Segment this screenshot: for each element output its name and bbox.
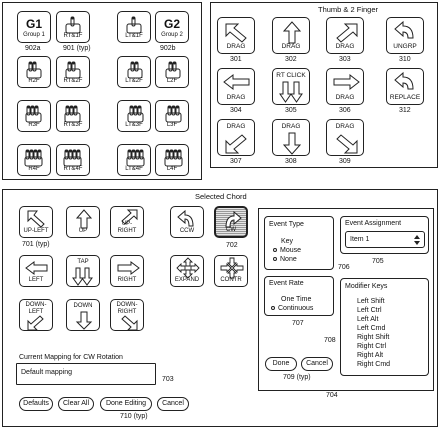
ref-312: 312: [399, 107, 411, 114]
event-assignment-value: Item 1: [350, 236, 370, 243]
r2f-label: R2F: [28, 78, 40, 84]
double-arrow-down-icon: [71, 267, 97, 287]
cw-label: CW: [226, 227, 236, 233]
contract-arrows-icon: [219, 257, 245, 279]
modifier-keys-box: [340, 278, 429, 376]
event-rate-continuous-option[interactable]: [271, 305, 313, 312]
r3f-key[interactable]: [17, 100, 51, 132]
mapping-label: Current Mapping for CW Rotation: [19, 354, 123, 361]
clear-all-button[interactable]: Clear All: [58, 397, 94, 411]
l2f-key[interactable]: [155, 56, 189, 88]
expand-label: EXPAND: [174, 277, 200, 283]
expand-key[interactable]: [170, 255, 204, 287]
lt-2f-label: LT&2F: [125, 78, 143, 84]
ref-301: 301: [230, 56, 242, 63]
contract-label: CONTR: [220, 277, 242, 283]
r4f-label: R4F: [28, 166, 40, 172]
right-label: RIGHT: [117, 277, 137, 283]
ref-303: 303: [339, 56, 351, 63]
expand-arrows-icon: [175, 257, 201, 279]
ref-306: 306: [339, 107, 351, 114]
replace-key[interactable]: [386, 68, 424, 105]
event-assignment-title: Event Assignment: [345, 220, 402, 227]
event-type-key-label: Key: [281, 238, 294, 245]
hand-4-finger-icon: [122, 148, 148, 168]
hand-3-finger-icon: [22, 104, 48, 124]
hand-2-finger-icon: [160, 60, 186, 80]
arrow-up-icon: [277, 20, 307, 44]
modifier-right-shift[interactable]: Right Shift: [357, 334, 390, 341]
ref-705: 705: [372, 258, 384, 265]
group-2-sublabel: Group 2: [161, 32, 183, 38]
right-key[interactable]: [110, 255, 144, 287]
left-label: LEFT: [28, 277, 44, 283]
mapping-field[interactable]: [16, 363, 156, 385]
arrow-up-right-icon: [331, 20, 361, 44]
r3f-label: R3F: [28, 122, 40, 128]
ref-309: 309: [339, 158, 351, 165]
arrow-right-icon: [331, 73, 361, 93]
rt-1f-key[interactable]: [56, 11, 90, 43]
ref-902b: 902b: [160, 45, 176, 52]
right-click-key[interactable]: [272, 68, 310, 105]
hand-2-finger-icon: [122, 60, 148, 80]
lt-1f-key[interactable]: [117, 11, 151, 43]
arrow-down-icon: [277, 131, 307, 155]
event-type-mouse-label: Mouse: [280, 247, 302, 254]
drag-left-key[interactable]: [217, 68, 255, 105]
lt-1f-label: LT&1F: [125, 33, 143, 39]
cancel-bottom-button[interactable]: Cancel: [157, 397, 189, 411]
drag-left-label: DRAG: [226, 94, 246, 101]
drag-down-key[interactable]: [272, 119, 310, 156]
modifier-left-ctrl[interactable]: Left Ctrl: [357, 307, 382, 314]
down-right-label: DOWN- RIGHT: [116, 302, 138, 315]
drag-down-right-key[interactable]: [326, 119, 364, 156]
up-left-label: UP-LEFT: [23, 228, 49, 234]
double-arrow-down-icon: [277, 80, 307, 104]
drag-up-right-key[interactable]: [326, 17, 364, 54]
event-assignment-select[interactable]: [345, 231, 425, 248]
ref-308: 308: [285, 158, 297, 165]
drag-down-right-label: DRAG: [335, 123, 355, 130]
group-1-sublabel: Group 1: [23, 32, 45, 38]
hand-2-finger-icon: [61, 60, 87, 80]
radio-icon: [273, 248, 277, 252]
drag-up-right-label: DRAG: [335, 43, 355, 50]
event-rate-box: [264, 276, 334, 316]
thumb-panel-title: Thumb & 2 Finger: [318, 5, 379, 14]
cancel-button[interactable]: Cancel: [301, 357, 333, 371]
down-left-key[interactable]: [19, 299, 53, 331]
radio-icon: [273, 257, 277, 261]
l2f-label: L2F: [166, 78, 178, 84]
event-type-box: [264, 216, 334, 270]
drag-up-key[interactable]: [272, 17, 310, 54]
right-click-label: RT CLICK: [276, 72, 306, 79]
select-arrows-icon: [413, 234, 421, 246]
up-right-key[interactable]: [110, 206, 144, 238]
done-editing-button[interactable]: Done Editing: [100, 397, 152, 411]
rt-3f-key[interactable]: [56, 100, 90, 132]
hand-3-finger-icon: [122, 104, 148, 124]
arrow-down-icon: [71, 311, 97, 331]
defaults-button[interactable]: Defaults: [19, 397, 53, 411]
hand-3-finger-icon: [160, 104, 186, 124]
arrow-down-right-icon: [331, 131, 361, 155]
lt-4f-label: LT&4F: [125, 166, 143, 172]
contract-key[interactable]: [214, 255, 248, 287]
modifier-right-cmd[interactable]: Right Cmd: [357, 361, 391, 368]
ref-701: 701 (typ): [22, 241, 50, 248]
up-key[interactable]: [66, 206, 100, 238]
ungroup-key[interactable]: [386, 17, 424, 54]
ungroup-label: UNGRP: [393, 43, 417, 50]
event-type-mouse-option[interactable]: [273, 247, 301, 254]
ref-708: 708: [324, 337, 336, 344]
group-2-label: G2: [163, 17, 180, 31]
mapping-value: Default mapping: [21, 369, 72, 376]
radio-icon: [271, 306, 275, 310]
done-button[interactable]: Done: [265, 357, 297, 371]
l4f-key[interactable]: [155, 144, 189, 176]
drag-up-left-key[interactable]: [217, 17, 255, 54]
ref-709: 709 (typ): [283, 374, 311, 381]
up-right-label: UP- RIGHT: [117, 221, 137, 234]
ref-707: 707: [292, 320, 304, 327]
ref-305: 305: [285, 107, 297, 114]
ccw-label: CCW: [179, 228, 195, 234]
arrow-right-icon: [115, 260, 141, 276]
up-label: UP: [78, 228, 88, 234]
lt-3f-key[interactable]: [117, 100, 151, 132]
chord-panel-title: Selected Chord: [195, 192, 247, 201]
ref-302: 302: [285, 56, 297, 63]
ref-307: 307: [230, 158, 242, 165]
lt-4f-key[interactable]: [117, 144, 151, 176]
ref-706: 706: [338, 264, 350, 271]
l4f-label: L4F: [166, 166, 178, 172]
rt-3f-label: RT&3F: [63, 122, 83, 128]
rotate-ccw-icon: [175, 209, 201, 229]
hand-3-finger-icon: [61, 104, 87, 124]
lt-3f-label: LT&3F: [125, 122, 143, 128]
event-rate-continuous-label: Continuous: [278, 305, 314, 312]
group-1-key[interactable]: [17, 11, 51, 43]
l3f-label: L3F: [166, 122, 178, 128]
rt-2f-key[interactable]: [56, 56, 90, 88]
r2f-key[interactable]: [17, 56, 51, 88]
hand-1-finger-icon: [122, 15, 148, 35]
ref-703: 703: [162, 376, 174, 383]
event-rate-title: Event Rate: [269, 280, 304, 287]
hand-4-finger-icon: [22, 148, 48, 168]
event-type-title: Event Type: [269, 221, 304, 228]
up-left-key[interactable]: [19, 206, 53, 238]
event-type-key-option[interactable]: [281, 238, 293, 245]
left-key[interactable]: [19, 255, 53, 287]
r4f-key[interactable]: [17, 144, 51, 176]
modifier-right-alt[interactable]: Right Alt: [357, 352, 384, 359]
modifier-left-alt[interactable]: Left Alt: [357, 316, 379, 323]
event-assignment-box: [340, 216, 429, 254]
modifier-right-ctrl[interactable]: Right Ctrl: [357, 343, 387, 350]
curved-arrow-icon: [391, 20, 421, 42]
replace-label: REPLACE: [389, 94, 421, 101]
down-left-label: DOWN- LEFT: [25, 302, 47, 315]
ref-901: 901 (typ): [63, 45, 91, 52]
ref-902a: 902a: [25, 45, 41, 52]
group-2-key[interactable]: [155, 11, 189, 43]
curved-arrow-icon: [391, 71, 421, 93]
arrow-down-left-icon: [222, 131, 252, 155]
hand-2-finger-icon: [22, 60, 48, 80]
down-key[interactable]: [66, 299, 100, 331]
arrow-up-left-icon: [222, 20, 252, 44]
arrow-left-icon: [24, 260, 50, 276]
arrow-down-left-icon: [24, 315, 50, 331]
rt-1f-label: RT&1F: [63, 33, 83, 39]
modifier-left-cmd[interactable]: Left Cmd: [357, 325, 386, 332]
group-1-label: G1: [25, 17, 42, 31]
lt-2f-key[interactable]: [117, 56, 151, 88]
drag-up-label: DRAG: [281, 43, 301, 50]
ref-710: 710 (typ): [120, 413, 148, 420]
hand-1-finger-icon: [61, 15, 87, 35]
ref-702: 702: [226, 242, 238, 249]
hand-4-finger-icon: [160, 148, 186, 168]
modifier-left-shift[interactable]: Left Shift: [357, 298, 385, 305]
drag-right-label: DRAG: [335, 94, 355, 101]
event-rate-one-time-option[interactable]: [281, 296, 311, 303]
drag-down-left-key[interactable]: [217, 119, 255, 156]
event-type-none-option[interactable]: [273, 256, 297, 263]
modifier-keys-title: Modifier Keys: [345, 283, 388, 290]
ref-304: 304: [230, 107, 242, 114]
ccw-key[interactable]: [170, 206, 204, 238]
l3f-key[interactable]: [155, 100, 189, 132]
event-rate-one-time-label: One Time: [281, 296, 312, 303]
down-right-key[interactable]: [110, 299, 144, 331]
drag-down-left-label: DRAG: [226, 123, 246, 130]
drag-down-label: DRAG: [281, 123, 301, 130]
drag-right-key[interactable]: [326, 68, 364, 105]
drag-up-left-label: DRAG: [226, 43, 246, 50]
ref-704: 704: [326, 392, 338, 399]
arrow-down-right-icon: [115, 315, 141, 331]
arrow-up-left-icon: [24, 208, 50, 230]
tap-key[interactable]: [66, 255, 100, 287]
arrow-left-icon: [222, 73, 252, 93]
rt-4f-label: RT&4F: [63, 166, 83, 172]
tap-label: TAP: [77, 259, 89, 265]
event-type-none-label: None: [280, 256, 297, 263]
rt-4f-key[interactable]: [56, 144, 90, 176]
ref-310: 310: [399, 56, 411, 63]
rt-2f-label: RT&2F: [63, 78, 83, 84]
cw-key[interactable]: [214, 206, 248, 238]
hand-4-finger-icon: [61, 148, 87, 168]
down-label: DOWN: [73, 303, 93, 309]
arrow-up-icon: [71, 208, 97, 230]
